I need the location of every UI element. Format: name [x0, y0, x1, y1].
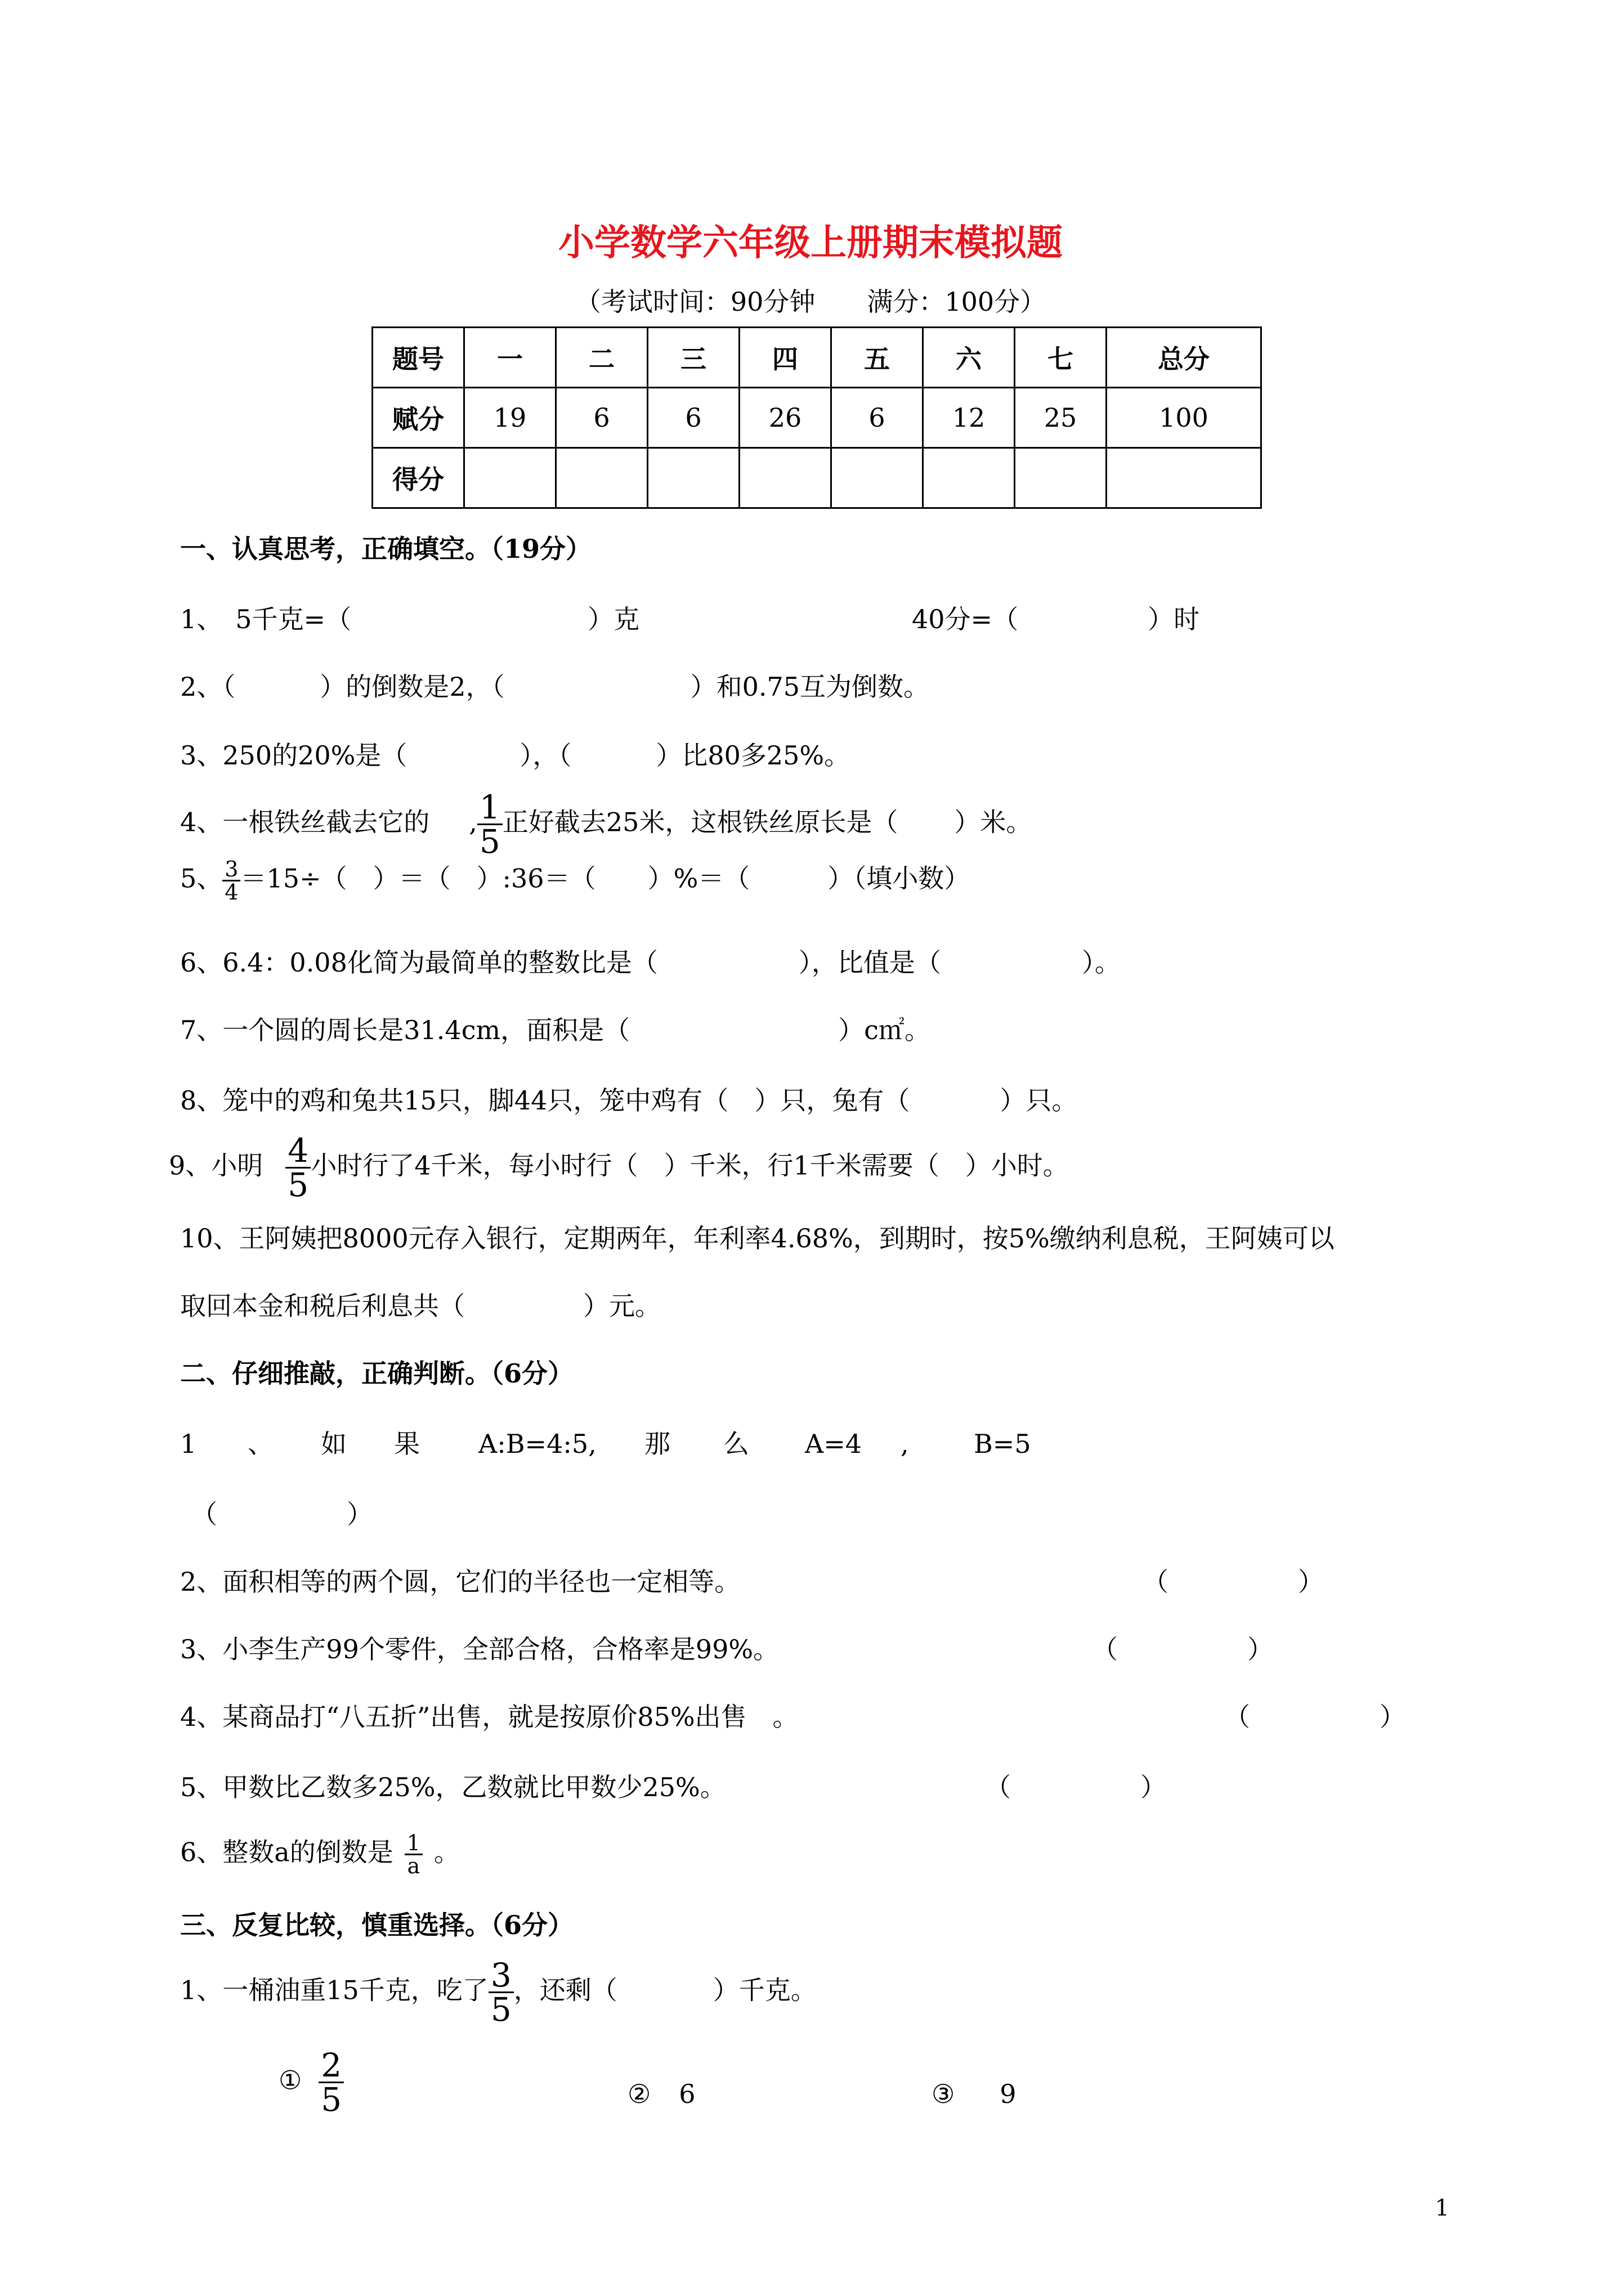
paren-open: （ — [985, 1772, 1011, 1802]
column-header: 二 — [556, 328, 648, 388]
answer-paren[interactable] — [1143, 1565, 1324, 1599]
score-input-cell[interactable] — [831, 448, 923, 508]
table-cell: 26 — [740, 388, 831, 448]
question-1-10-line1: 10、王阿姨把8000元存入银行，定期两年，年利率4.68%，到期时，按5%缴纳利息税，王阿姨可以 — [180, 1223, 1335, 1254]
question-text: 2、（ — [180, 672, 236, 702]
score-input-cell[interactable] — [464, 448, 556, 508]
table-cell: 6 — [831, 388, 923, 448]
score-input-cell[interactable] — [740, 448, 831, 508]
question-text: ）只。 — [1000, 1085, 1078, 1116]
judge-1-part: B=5 — [974, 1429, 1031, 1459]
question-1-1b — [912, 602, 1199, 636]
exam-info: （考试时间：90分钟 满分：100分） — [575, 287, 1046, 317]
score-input-cell[interactable] — [1015, 448, 1107, 508]
answer-paren[interactable] — [1092, 1632, 1273, 1666]
judge-3-text: 3、小李生产99个零件，全部合格，合格率是99%。 — [180, 1634, 780, 1664]
question-1-10-line2 — [180, 1289, 661, 1323]
column-header: 七 — [1015, 328, 1107, 388]
fraction-denominator: 5 — [319, 2082, 344, 2116]
table-cell: 25 — [1015, 388, 1107, 448]
question-text: 40分=（ — [912, 604, 1019, 634]
paren-open: （ — [1224, 1702, 1250, 1732]
fraction-numerator: 3 — [490, 1956, 512, 1994]
question-text: 。 — [433, 1837, 460, 1868]
table-row — [373, 448, 1261, 508]
judge-1-part: A:B=4:5, — [478, 1429, 597, 1459]
judge-5-text: 5、甲数比乙数多25%，乙数就比甲数少25%。 — [180, 1772, 726, 1802]
fraction-denominator: 5 — [477, 823, 503, 858]
option-value: 6 — [679, 2079, 696, 2109]
fraction-numerator: 2 — [321, 2046, 342, 2084]
column-header: 总分 — [1107, 328, 1261, 388]
fraction — [477, 788, 503, 861]
paren-close: ） — [1247, 1634, 1273, 1664]
question-text: 5、 — [180, 863, 223, 894]
question-text: 4、一根铁丝截去它的 — [180, 807, 430, 838]
question-1-1 — [180, 602, 639, 636]
score-input-cell[interactable] — [923, 448, 1015, 508]
question-text: ）。 — [1081, 947, 1121, 978]
column-header: 三 — [648, 328, 740, 388]
section-heading: 三、反复比较，慎重选择。（6分） — [180, 1910, 574, 1940]
question-text: 6、整数a的倒数是 — [180, 1837, 393, 1868]
paren-open: （ — [191, 1499, 217, 1529]
judge-4-text: 4、某商品打“八五折”出售，就是按原价85%出售 。 — [180, 1702, 799, 1732]
question-text: ，还剩（ — [513, 1975, 617, 2006]
option-marker: ① — [279, 2065, 302, 2096]
choice-question-1 — [180, 1956, 817, 2029]
question-text: 正好截去25米，这根铁丝原长是（ — [502, 807, 898, 838]
row-label: 赋分 — [373, 388, 464, 448]
judge-1-part: 如 — [321, 1429, 347, 1459]
question-text: ），比值是（ — [798, 947, 941, 978]
fraction-denominator: 5 — [489, 1991, 514, 2026]
table-cell: 12 — [923, 388, 1015, 448]
question-text: 8、笼中的鸡和兔共15只，脚44只，笼中鸡有（ ）只，兔有（ — [180, 1085, 910, 1116]
judge-1-part: 么 — [723, 1429, 749, 1459]
fraction-denominator: 4 — [222, 880, 240, 903]
option-marker: ② — [628, 2079, 651, 2109]
question-text: ）米。 — [954, 807, 1032, 838]
row-label: 得分 — [373, 448, 464, 508]
fraction-numerator: 3 — [225, 857, 239, 881]
judge-1-part: 果 — [394, 1429, 420, 1459]
fraction-numerator: 1 — [406, 1830, 420, 1855]
table-row — [373, 328, 1261, 388]
column-header: 四 — [740, 328, 831, 388]
question-1-8 — [180, 1084, 1077, 1117]
fraction-denominator: 5 — [285, 1167, 311, 1201]
score-table — [371, 326, 1262, 509]
score-input-cell[interactable] — [556, 448, 648, 508]
judge-2-text: 2、面积相等的两个圆，它们的半径也一定相等。 — [180, 1567, 741, 1597]
question-1-9 — [169, 1131, 1069, 1204]
question-text: ）元。 — [583, 1291, 661, 1321]
question-text: 9、小明 — [169, 1150, 263, 1181]
judge-6 — [180, 1832, 460, 1877]
page-title: 小学数学六年级上册期末模拟题 — [558, 222, 1063, 264]
option-b[interactable] — [628, 2077, 696, 2111]
fraction-denominator: a — [405, 1854, 423, 1877]
table-cell: 19 — [464, 388, 556, 448]
paren-close: ） — [1380, 1702, 1405, 1732]
question-text: 3、250的20%是（ — [180, 740, 408, 771]
table-row — [373, 388, 1261, 448]
paren-close: ） — [347, 1499, 373, 1529]
section-heading: 一、认真思考，正确填空。（19分） — [180, 534, 592, 564]
row-label: 题号 — [373, 328, 464, 388]
question-text: ）的倒数是2，（ — [320, 672, 505, 702]
fraction-numerator: 1 — [479, 788, 500, 826]
question-text: 1、 5千克=（ — [180, 604, 352, 634]
judge-1-part: , — [901, 1429, 909, 1459]
table-cell: 6 — [648, 388, 740, 448]
option-marker: ③ — [932, 2079, 955, 2109]
option-value: 9 — [1000, 2079, 1017, 2109]
paren-close: ） — [1140, 1772, 1166, 1802]
fraction — [405, 1832, 423, 1877]
question-text: ）和0.75互为倒数。 — [690, 672, 929, 702]
question-1-2 — [180, 670, 929, 704]
page-number: 1 — [1435, 2195, 1449, 2221]
question-text: 7、一个圆的周长是31.4cm，面积是（ — [180, 1015, 630, 1045]
column-header: 一 — [464, 328, 556, 388]
section-heading: 二、仔细推敲，正确判断。（6分） — [180, 1358, 574, 1389]
question-text: 1、一桶油重15千克，吃了 — [180, 1975, 489, 2006]
judge-1-part: 、 — [248, 1429, 274, 1459]
question-text: 小时行了4千米，每小时行（ ）千米，行1千米需要（ ）小时。 — [311, 1150, 1069, 1181]
question-1-3 — [180, 739, 850, 772]
question-text: ）克 — [588, 604, 640, 634]
question-text: 6、6.4：0.08化简为最简单的整数比是（ — [180, 947, 658, 978]
score-input-cell[interactable] — [648, 448, 740, 508]
judge-1-part: 1 — [180, 1429, 197, 1459]
fraction — [285, 1131, 311, 1204]
answer-paren[interactable] — [1224, 1700, 1405, 1734]
option-c[interactable] — [932, 2077, 1017, 2111]
column-header: 六 — [923, 328, 1015, 388]
score-input-cell[interactable] — [1107, 448, 1261, 508]
question-text: 取回本金和税后利息共（ — [180, 1291, 465, 1321]
answer-paren[interactable] — [985, 1770, 1166, 1804]
question-text: ）c㎡。 — [838, 1015, 930, 1045]
question-1-5 — [180, 858, 970, 903]
question-text: ），（ — [520, 740, 572, 771]
paren-open: （ — [1143, 1567, 1168, 1597]
question-1-6 — [180, 946, 1121, 979]
question-1-4 — [180, 788, 1032, 861]
question-text: ）时 — [1148, 604, 1200, 634]
judge-1-part: 那 — [644, 1429, 670, 1459]
answer-paren[interactable] — [191, 1497, 373, 1531]
table-cell: 6 — [556, 388, 648, 448]
question-text: ）比80多25%。 — [656, 740, 850, 771]
fraction — [319, 2046, 344, 2119]
fraction-numerator: 4 — [288, 1131, 309, 1170]
paren-close: ） — [1298, 1567, 1324, 1597]
table-cell: 100 — [1107, 388, 1261, 448]
question-text: , — [469, 807, 477, 838]
column-header: 五 — [831, 328, 923, 388]
option-a[interactable] — [279, 2046, 344, 2119]
question-text: ）千克。 — [713, 1975, 817, 2006]
fraction — [489, 1956, 514, 2029]
paren-open: （ — [1092, 1634, 1118, 1664]
question-text: ＝15÷（ ）＝（ ）:36＝（ ）%＝（ ）（填小数） — [240, 863, 970, 894]
question-1-7 — [180, 1013, 930, 1047]
fraction — [222, 858, 240, 903]
judge-1-part: A=4 — [805, 1429, 862, 1459]
